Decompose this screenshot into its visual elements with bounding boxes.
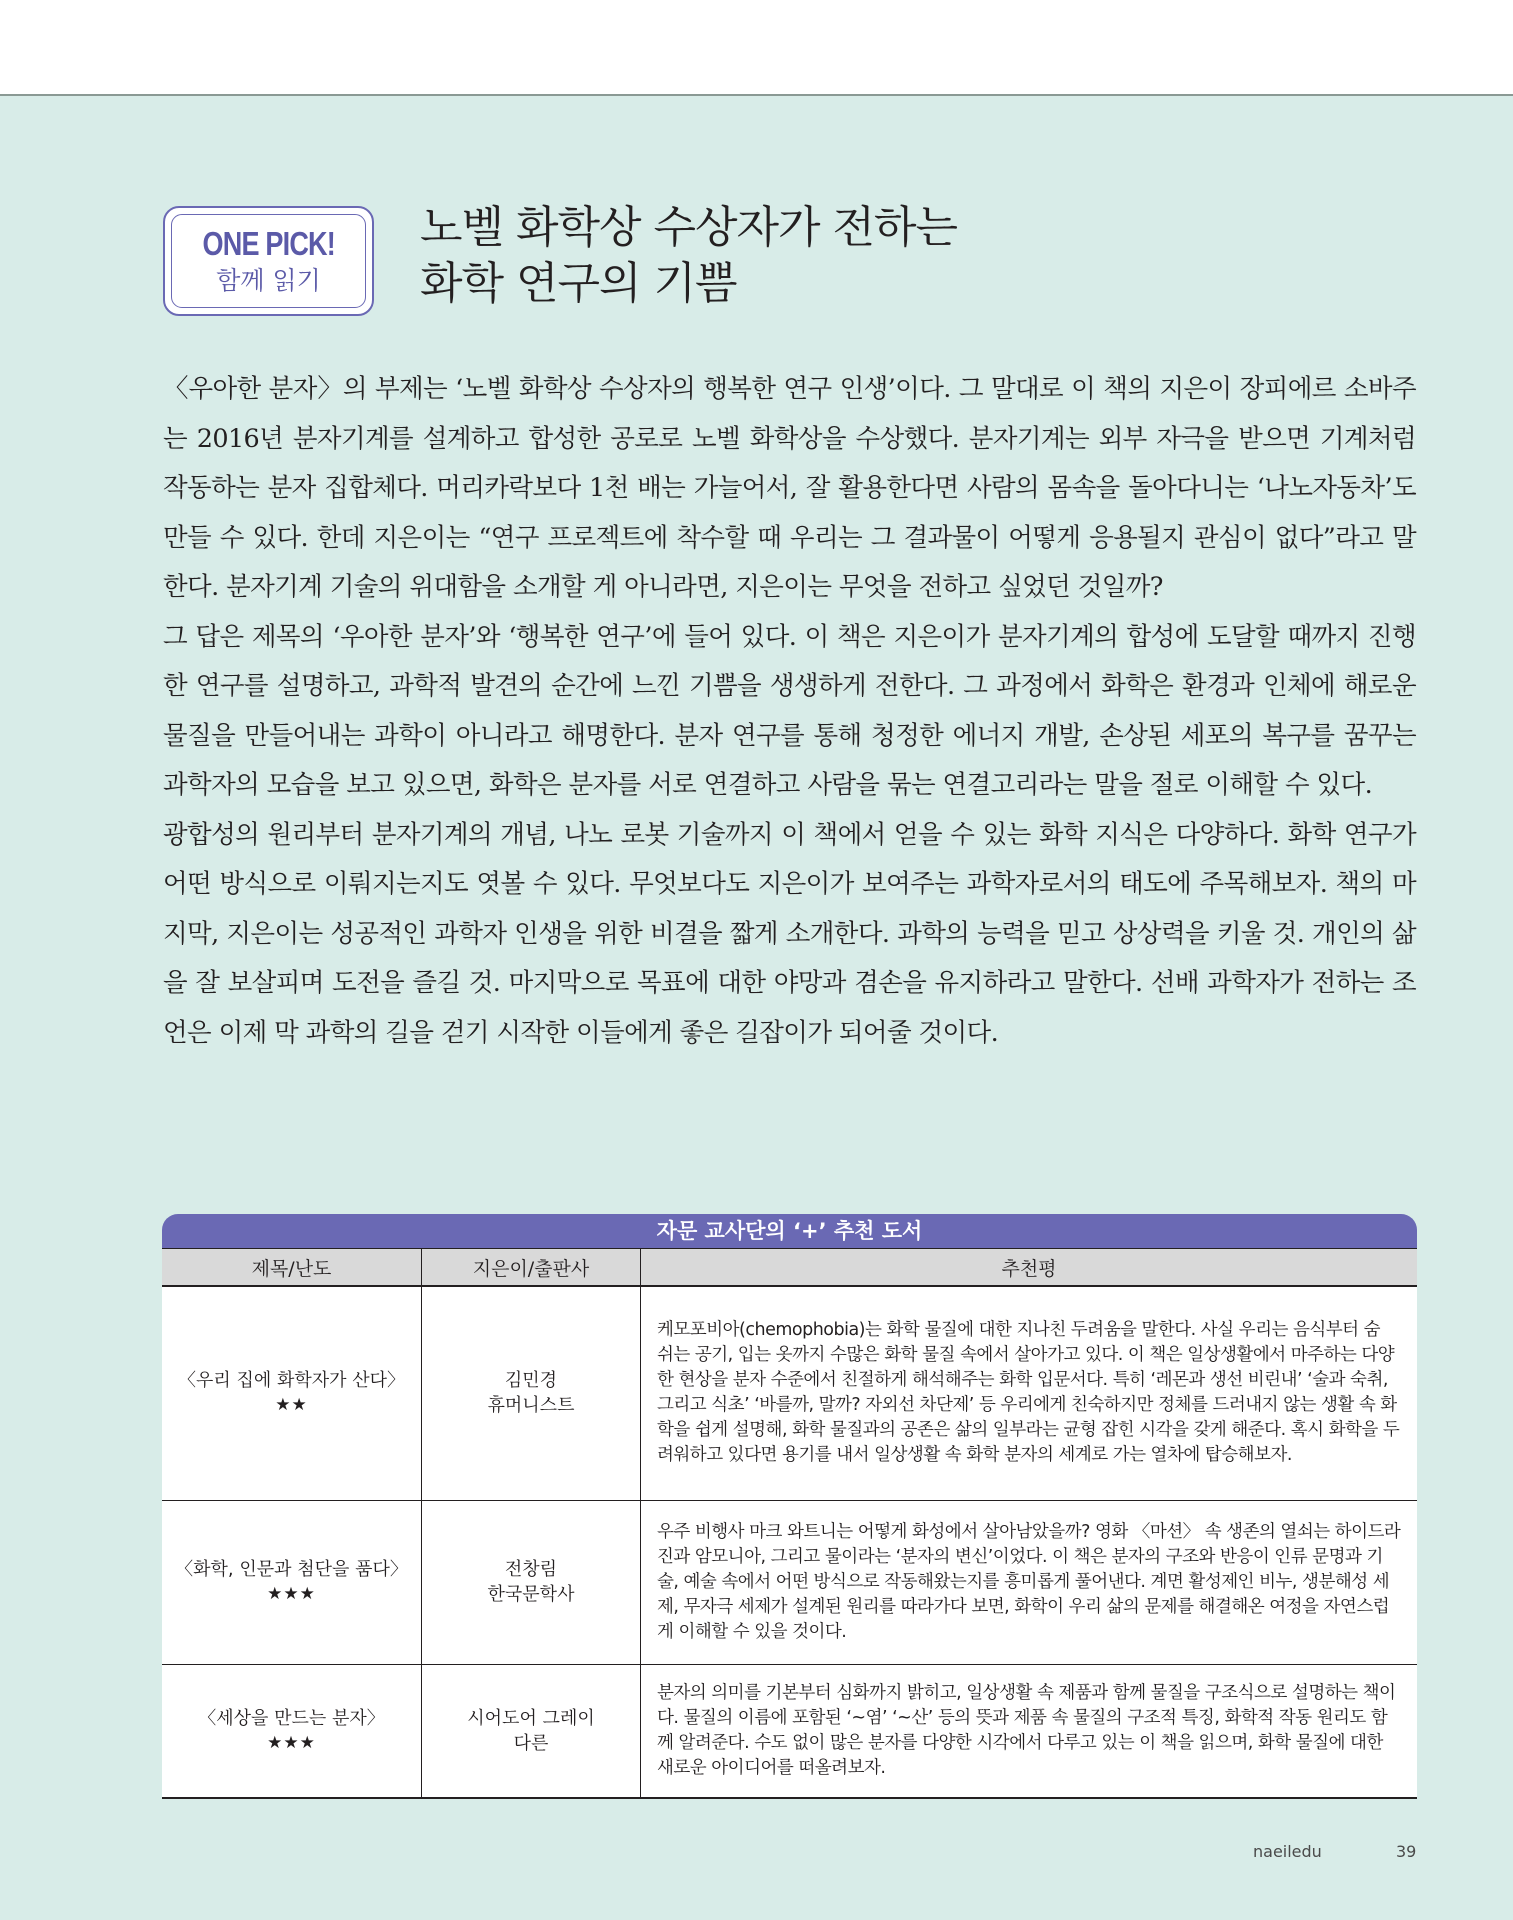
article-body: [163, 365, 1416, 1058]
author: 전창림: [504, 1559, 558, 1580]
title-line-2: 화학 연구의 기쁨: [420, 258, 737, 309]
body-paragraph-1: 〈우아한 분자〉의 부제는 ‘노벨 화학상 수상자의 행복한 연구 인생’이다. 그 말대로 이 책의 지은이 장피에르 소바주는 2016년 분자기계를 설계하고 합성한 공로로 노벨 화학상을 수상했다. 분자기계는 외부 자극을 받으면 기계처럼 작동하는 분자 집합체다. 머리카락보다 1천 배는 가늘어서, 잘 활용한다면 사람의 몸속을 돌아다니는 ‘나노자동차’도 만들 수 있다. 한데 지은이는 “연구 프로젝트에 착수할 때 우리는 그 결과물이 어떻게 응용될지 관심이 없다”라고 말한다. 분자기계 기술의 위대함을 소개할 게 아니라면, 지은이는 무엇을 전하고 싶었던 것일까?: [163, 374, 1416, 602]
book-title: 〈화학, 인문과 첨단을 품다〉: [175, 1559, 408, 1580]
footer-site-name: naeiledu: [1253, 1842, 1322, 1861]
body-paragraph-2: 그 답은 제목의 ‘우아한 분자’와 ‘행복한 연구’에 들어 있다. 이 책은 지은이가 분자기계의 합성에 도달할 때까지 진행한 연구를 설명하고, 과학적 발견의 순간에 느낀 기쁨을 생생하게 전한다. 그 과정에서 화학은 환경과 인체에 해로운 물질을 만들어내는 과학이 아니라고 해명한다. 분자 연구를 통해 청정한 에너지 개발, 손상된 세포의 복구를 꿈꾸는 과학자의 모습을 보고 있으면, 화학은 분자를 서로 연결하고 사람을 묶는 연결고리라는 말을 절로 이해할 수 있다.: [163, 621, 1416, 800]
publisher: 한국문학사: [487, 1584, 575, 1605]
body-paragraph-3: 광합성의 원리부터 분자기계의 개념, 나노 로봇 기술까지 이 책에서 얻을 수 있는 화학 지식은 다양하다. 화학 연구가 어떤 방식으로 이뤄지는지도 엿볼 수 있다. 무엇보다도 지은이가 보여주는 과학자로서의 태도에 주목해보자. 책의 마지막, 지은이는 성공적인 과학자 인생을 위한 비결을 짧게 소개한다. 과학의 능력을 믿고 상상력을 키울 것. 개인의 삶을 잘 보살피며 도전을 즐길 것. 마지막으로 목표에 대한 야망과 겸손을 유지하라고 말한다. 선배 과학자가 전하는 조언은 이제 막 과학의 길을 걷기 시작한 이들에게 좋은 길잡이가 되어줄 것이다.: [163, 819, 1416, 1048]
author: 시어도어 그레이: [467, 1707, 595, 1729]
review-cell: 우주 비행사 마크 와트니는 어떻게 화성에서 살아남았을까? 영화 〈마션〉 속 생존의 열쇠는 하이드라진과 암모니아, 그리고 물이라는 ‘분자의 변신’이었다. 이 책은 분자의 구조와 반응이 인류 문명과 기술, 예술 속에서 어떤 방식으로 작동해왔는지를 흥미롭게 풀어낸다. 계면 활성제인 비누, 생분해성 세제, 무자극 세제가 설계된 원리를 따라가다 보면, 화학이 우리 삶의 문제를 해결해온 여정을 자연스럽게 이해할 수 있을 것이다.: [641, 1500, 1418, 1664]
badge-sublabel: 함께 읽기: [216, 266, 321, 295]
author: 김민경: [504, 1370, 558, 1392]
difficulty-stars: ★★★: [267, 1732, 316, 1753]
publisher: 다른: [513, 1732, 549, 1754]
book-title-cell: [162, 1664, 422, 1798]
title-line-1: 노벨 화학상 수상자가 전하는: [420, 202, 958, 253]
badge-frame: [171, 214, 366, 308]
difficulty-stars: ★★: [275, 1395, 308, 1416]
book-title-cell: [162, 1500, 422, 1664]
article-title: [420, 200, 1320, 312]
book-title: 〈세상을 만드는 분자〉: [198, 1707, 385, 1729]
column-header-title: 제목/난도: [162, 1249, 422, 1287]
author-cell: [422, 1500, 641, 1664]
badge-label: ONE PICK!: [202, 225, 335, 262]
author-cell: [422, 1664, 641, 1798]
review-cell: 케모포비아(chemophobia)는 화학 물질에 대한 지나친 두려움을 말한다. 사실 우리는 음식부터 숨 쉬는 공기, 입는 옷까지 수많은 화학 물질 속에서 살아가고 있다. 이 책은 일상생활에서 마주하는 다양한 현상을 분자 수준에서 친절하게 해석해주는 화학 입문서다. 특히 ‘레몬과 생선 비린내’ ‘술과 숙취, 그리고 식초’ ‘바를까, 말까? 자외선 차단제’ 등 우리에게 친숙하지만 정체를 드러내지 않는 생활 속 화학을 쉽게 설명해, 화학 물질과의 공존은 삶의 일부라는 균형 잡힌 시각을 갖게 해준다. 혹시 화학을 두려워하고 있다면 용기를 내서 일상생활 속 화학 분자의 세계로 가는 열차에 탑승해보자.: [641, 1286, 1418, 1500]
publisher: 휴머니스트: [487, 1395, 575, 1417]
table-row: [162, 1664, 1417, 1798]
author-cell: [422, 1286, 641, 1500]
difficulty-stars: ★★★: [267, 1584, 316, 1604]
table-heading: 자문 교사단의 ‘+’ 추천 도서: [162, 1214, 1417, 1248]
book-table: [162, 1248, 1417, 1799]
table-row: [162, 1500, 1417, 1664]
page-number: 39: [1396, 1842, 1417, 1861]
review-cell: 분자의 의미를 기본부터 심화까지 밝히고, 일상생활 속 제품과 함께 물질을 구조식으로 설명하는 책이다. 물질의 이름에 포함된 ‘~염’ ‘~산’ 등의 뜻과 제품 속 물질의 구조적 특징, 화학적 작동 원리도 함께 알려준다. 수도 없이 많은 분자를 다양한 시각에서 다루고 있는 이 책을 읽으며, 화학 물질에 대한 새로운 아이디어를 떠올려보자.: [641, 1664, 1418, 1798]
one-pick-badge: [163, 206, 374, 316]
book-title: 〈우리 집에 화학자가 산다〉: [177, 1370, 406, 1392]
top-margin: [0, 0, 1513, 94]
recommendation-table: [162, 1214, 1417, 1799]
table-header-row: [162, 1249, 1417, 1287]
column-header-review: 추천평: [641, 1249, 1418, 1287]
column-header-author: 지은이/출판사: [422, 1249, 641, 1287]
table-row: [162, 1286, 1417, 1500]
book-title-cell: [162, 1286, 422, 1500]
